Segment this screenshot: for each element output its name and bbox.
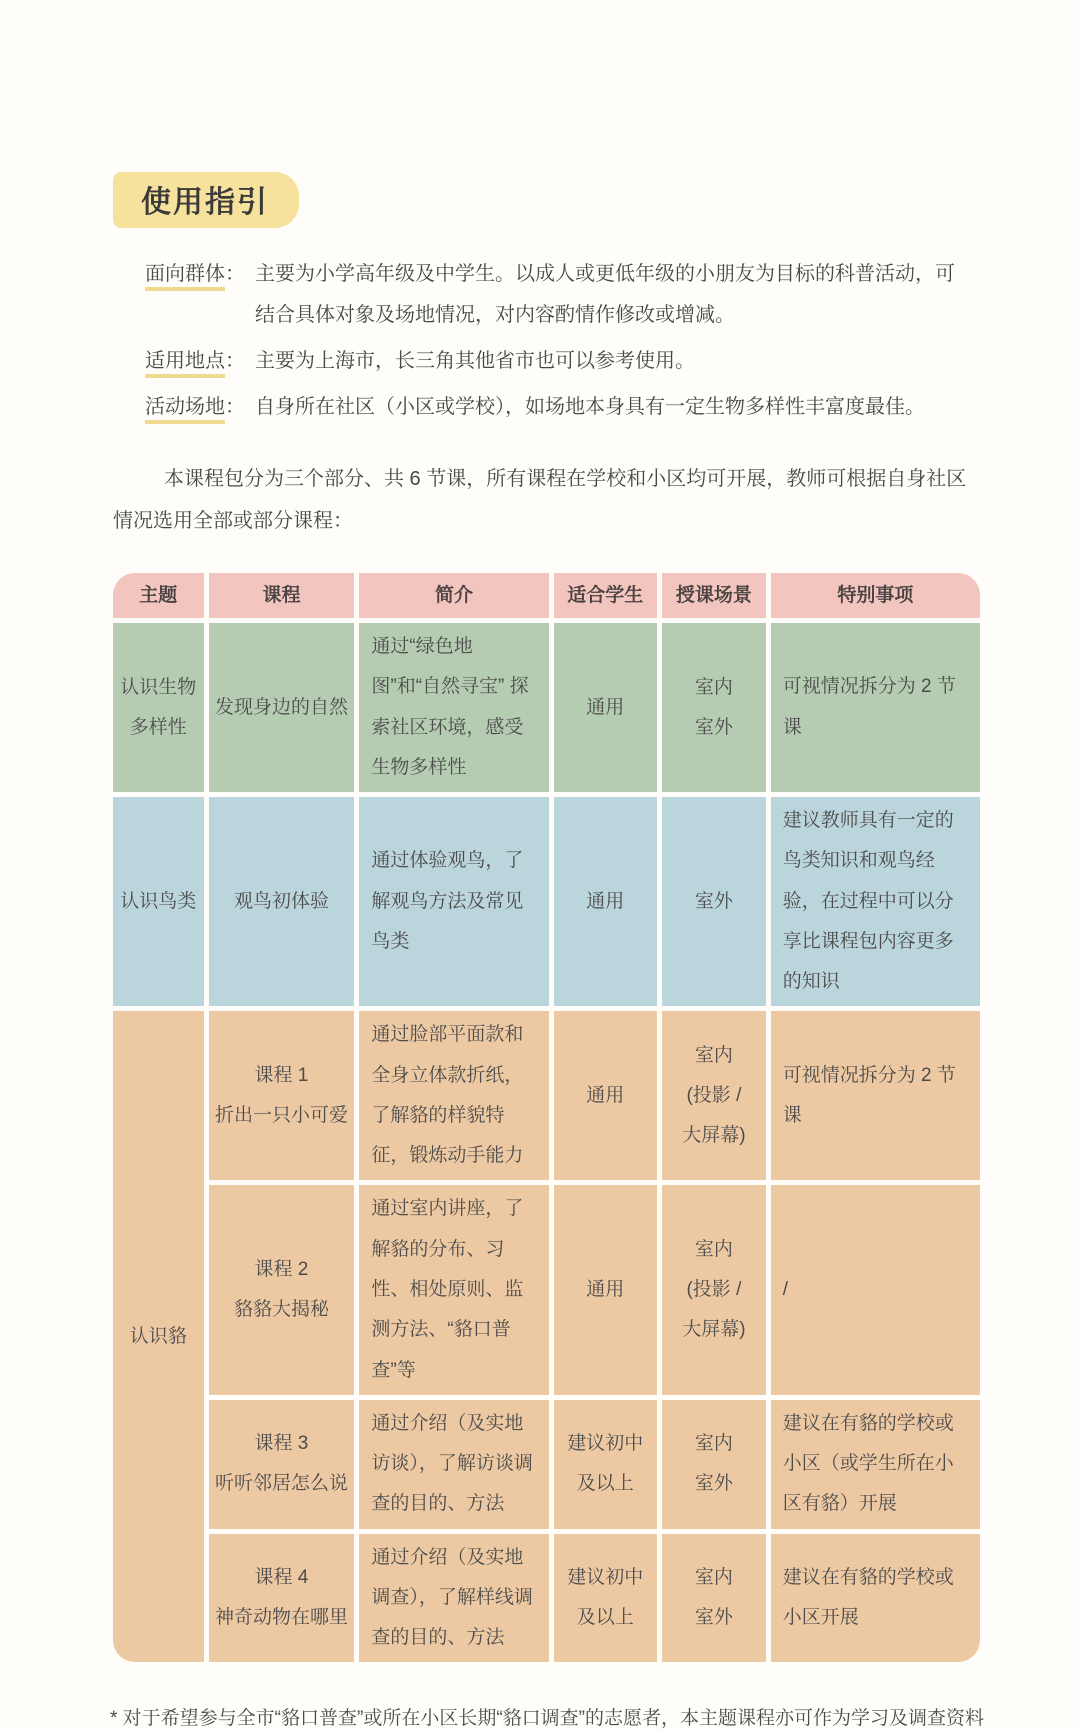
- cell-intro: 通过体验观鸟，了解观鸟方法及常见鸟类: [359, 797, 548, 1006]
- table-row-birds: [113, 797, 980, 1006]
- course-table: [108, 568, 985, 1667]
- cell-intro: 通过介绍（及实地访谈），了解访谈调查的目的、方法: [359, 1400, 548, 1529]
- cell-notes: 建议在有貉的学校或小区（或学生所在小区有貉）开展: [771, 1400, 980, 1529]
- table-row-raccoon-dog-2: [113, 1185, 980, 1394]
- cell-notes: 可视情况拆分为 2 节课: [771, 1011, 980, 1180]
- guide-text-audience: 主要为小学高年级及中学生。以成人或更低年级的小朋友为目标的科普活动，可结合具体对象及场地情况，对内容酌情作修改或增减。: [255, 263, 955, 326]
- usage-guide-list: [145, 254, 1080, 428]
- cell-venue: 室内 室外: [662, 1400, 766, 1529]
- guide-item-location: [145, 341, 1080, 382]
- cell-students: 通用: [554, 797, 658, 1006]
- header-notes: 特别事项: [771, 573, 980, 618]
- cell-students: 通用: [554, 1011, 658, 1180]
- cell-intro: 通过脸部平面款和全身立体款折纸，了解貉的样貌特征，锻炼动手能力: [359, 1011, 548, 1180]
- table-row-biodiversity: [113, 623, 980, 792]
- guide-item-venue: [145, 387, 1080, 428]
- header-intro: 简介: [359, 573, 548, 618]
- cell-course: 发现身边的自然: [209, 623, 355, 792]
- header-students: 适合学生: [554, 573, 658, 618]
- cell-theme: 认识鸟类: [113, 797, 204, 1006]
- cell-course: 课程 3 听听邻居怎么说: [209, 1400, 355, 1529]
- cell-venue: 室内 (投影 / 大屏幕): [662, 1185, 766, 1394]
- cell-notes: 建议在有貉的学校或小区开展: [771, 1534, 980, 1663]
- guide-label-location: 适用地点：: [145, 341, 255, 382]
- guide-text-location: 主要为上海市，长三角其他省市也可以参考使用。: [255, 350, 695, 372]
- cell-notes: /: [771, 1185, 980, 1394]
- cell-students: 通用: [554, 623, 658, 792]
- cell-theme-merged: 认识貉: [113, 1011, 204, 1662]
- guide-label-audience: 面向群体：: [145, 254, 255, 295]
- cell-venue: 室内 室外: [662, 1534, 766, 1663]
- page-title-text: 使用指引: [141, 186, 269, 219]
- cell-venue: 室内 室外: [662, 623, 766, 792]
- cell-notes: 可视情况拆分为 2 节课: [771, 623, 980, 792]
- cell-intro: 通过介绍（及实地调查），了解样线调查的目的、方法: [359, 1534, 548, 1663]
- header-theme: 主题: [113, 573, 204, 618]
- cell-course: 观鸟初体验: [209, 797, 355, 1006]
- table-header-row: [113, 573, 980, 618]
- cell-venue: 室内 (投影 / 大屏幕): [662, 1011, 766, 1180]
- cell-course: 课程 1 折出一只小可爱: [209, 1011, 355, 1180]
- header-course: 课程: [209, 573, 355, 618]
- page-title: [113, 172, 299, 228]
- cell-students: 建议初中及以上: [554, 1400, 658, 1529]
- guide-label-venue: 活动场地：: [145, 387, 255, 428]
- footnote: * 对于希望参与全市“貉口普查”或所在小区长期“貉口调查”的志愿者，本主题课程亦可作为学习及调查资料: [110, 1708, 984, 1730]
- intro-paragraph: 本课程包分为三个部分、共 6 节课，所有课程在学校和小区均可开展，教师可根据自身社区情况选用全部或部分课程：: [113, 468, 967, 532]
- cell-intro: 通过室内讲座，了解貉的分布、习性、相处原则、监测方法、“貉口普查”等: [359, 1185, 548, 1394]
- cell-venue: 室外: [662, 797, 766, 1006]
- cell-theme: 认识生物多样性: [113, 623, 204, 792]
- table-row-raccoon-dog-4: [113, 1534, 980, 1663]
- cell-course: 课程 2 貉貉大揭秘: [209, 1185, 355, 1394]
- cell-notes: 建议教师具有一定的鸟类知识和观鸟经验，在过程中可以分享比课程包内容更多的知识: [771, 797, 980, 1006]
- table-row-raccoon-dog-3: [113, 1400, 980, 1529]
- cell-intro: 通过“绿色地图”和“自然寻宝” 探索社区环境，感受生物多样性: [359, 623, 548, 792]
- cell-students: 建议初中及以上: [554, 1534, 658, 1663]
- guide-item-audience: [145, 254, 1080, 336]
- cell-course: 课程 4 神奇动物在哪里: [209, 1534, 355, 1663]
- header-venue: 授课场景: [662, 573, 766, 618]
- guide-text-venue: 自身所在社区（小区或学校），如场地本身具有一定生物多样性丰富度最佳。: [255, 396, 925, 418]
- cell-students: 通用: [554, 1185, 658, 1394]
- table-row-raccoon-dog-1: [113, 1011, 980, 1180]
